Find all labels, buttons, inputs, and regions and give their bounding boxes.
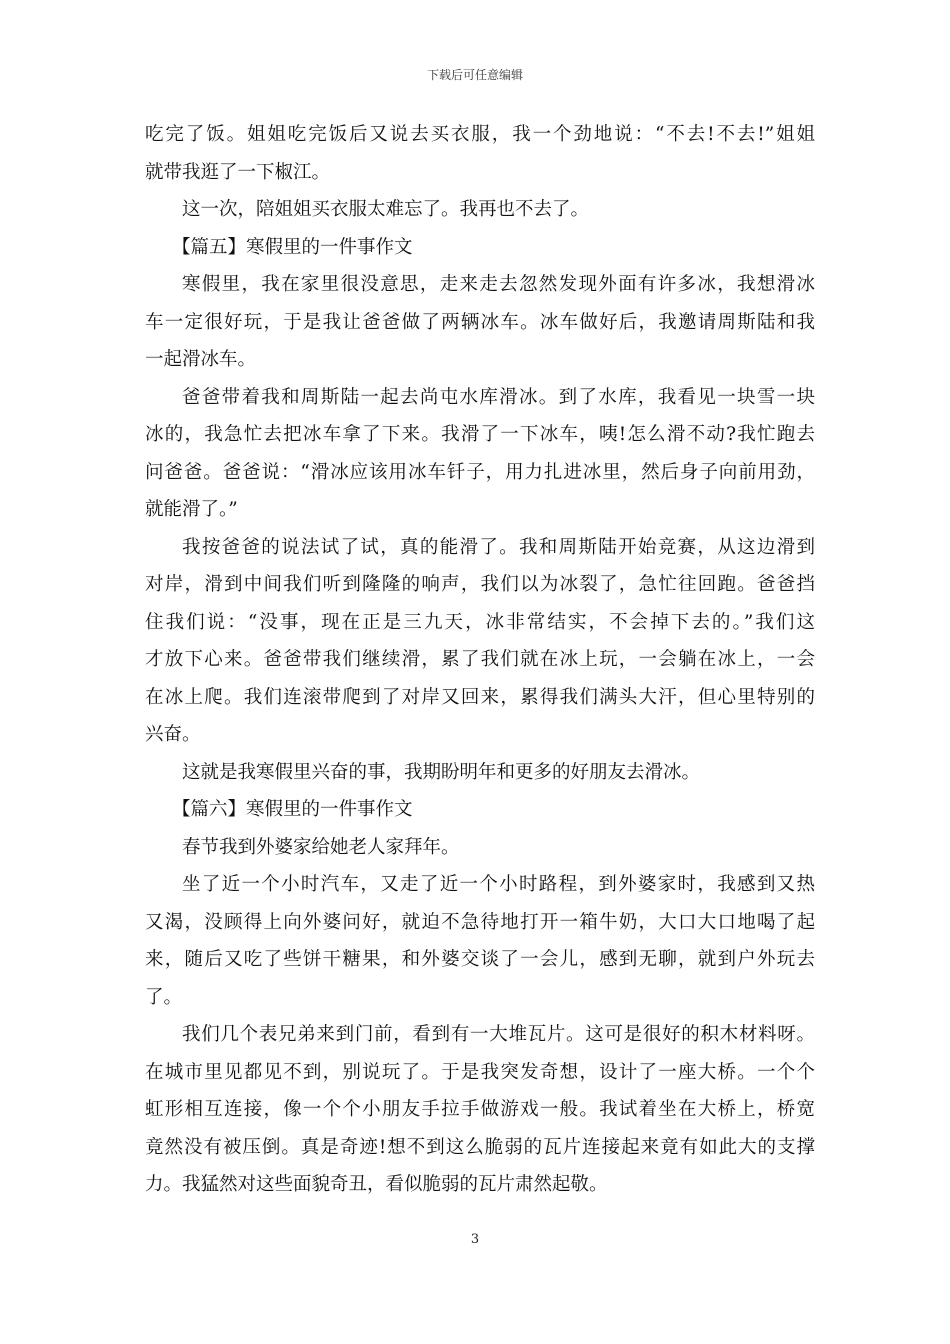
section-heading: 【篇五】寒假里的一件事作文 bbox=[172, 236, 413, 258]
text-line: 一起滑冰车。 bbox=[145, 349, 257, 370]
text-line: 春节我到外婆家给她老人家拜年。 bbox=[182, 836, 460, 858]
text-line: 我们几个表兄弟来到门前，看到有一大堆瓦片。这可是很好的积木材料呀。 bbox=[182, 1024, 815, 1045]
text-line: 冰的，我急忙去把冰车拿了下来。我滑了一下冰车，咦!怎么滑不动?我忙跑去 bbox=[145, 424, 815, 445]
text-line: 坐了近一个小时汽车，又走了近一个小时路程，到外婆家时，我感到又热 bbox=[182, 874, 815, 895]
text-line: 竟然没有被压倒。真是奇迹!想不到这么脆弱的瓦片连接起来竟有如此大的支撑 bbox=[145, 1136, 815, 1158]
text-line: 这就是我寒假里兴奋的事，我期盼明年和更多的好朋友去滑冰。 bbox=[182, 761, 701, 783]
text-line: 了。 bbox=[145, 986, 183, 1008]
text-line: 又渴，没顾得上向外婆问好，就迫不急待地打开一箱牛奶，大口大口地喝了起 bbox=[145, 911, 815, 933]
text-line: 来，随后又吃了些饼干糖果，和外婆交谈了一会儿，感到无聊，就到户外玩去 bbox=[145, 949, 815, 970]
page-header-note: 下载后可任意编辑 bbox=[426, 68, 523, 82]
text-line: 吃完了饭。姐姐吃完饭后又说去买衣服，我一个劲地说：“不去!不去!”姐姐 bbox=[145, 124, 815, 145]
text-line: 才放下心来。爸爸带我们继续滑，累了我们就在冰上玩，一会躺在冰上，一会 bbox=[145, 649, 815, 670]
text-line: 虹形相互连接，像一个个小朋友手拉手做游戏一般。我试着坐在大桥上，桥宽 bbox=[145, 1099, 815, 1120]
text-line: 对岸，滑到中间我们听到隆隆的响声，我们以为冰裂了，急忙往回跑。爸爸挡 bbox=[145, 574, 815, 595]
text-line: 就带我逛了一下椒江。 bbox=[145, 161, 331, 183]
text-line: 我按爸爸的说法试了试，真的能滑了。我和周斯陆开始竞赛，从这边滑到 bbox=[182, 536, 815, 558]
text-line: 兴奋。 bbox=[145, 724, 201, 745]
text-line: 在冰上爬。我们连滚带爬到了对岸又回来，累得我们满头大汗，但心里特别的 bbox=[145, 686, 815, 708]
text-line: 住我们说：“没事，现在正是三九天，冰非常结实，不会掉下去的。”我们这 bbox=[145, 611, 815, 633]
text-line: 寒假里，我在家里很没意思，走来走去忽然发现外面有许多冰，我想滑冰 bbox=[182, 274, 815, 295]
text-line: 问爸爸。爸爸说：“滑冰应该用冰车钎子，用力扎进冰里，然后身子向前用劲， bbox=[145, 461, 815, 483]
text-line: 车一定很好玩，于是我让爸爸做了两辆冰车。冰车做好后，我邀请周斯陆和我 bbox=[145, 311, 815, 333]
section-heading: 【篇六】寒假里的一件事作文 bbox=[172, 799, 413, 820]
text-line: 就能滑了。” bbox=[145, 499, 238, 520]
document-body bbox=[145, 116, 815, 1204]
text-line: 在城市里见都见不到，别说玩了。于是我突发奇想，设计了一座大桥。一个个 bbox=[145, 1061, 815, 1083]
text-line: 这一次，陪姐姐买衣服太难忘了。我再也不去了。 bbox=[182, 199, 590, 220]
text-line: 爸爸带着我和周斯陆一起去尚屯水库滑冰。到了水库，我看见一块雪一块 bbox=[182, 386, 815, 408]
text-line: 力。我猛然对这些面貌奇丑，看似脆弱的瓦片肃然起敬。 bbox=[145, 1174, 608, 1195]
page-number: 3 bbox=[470, 1232, 480, 1247]
